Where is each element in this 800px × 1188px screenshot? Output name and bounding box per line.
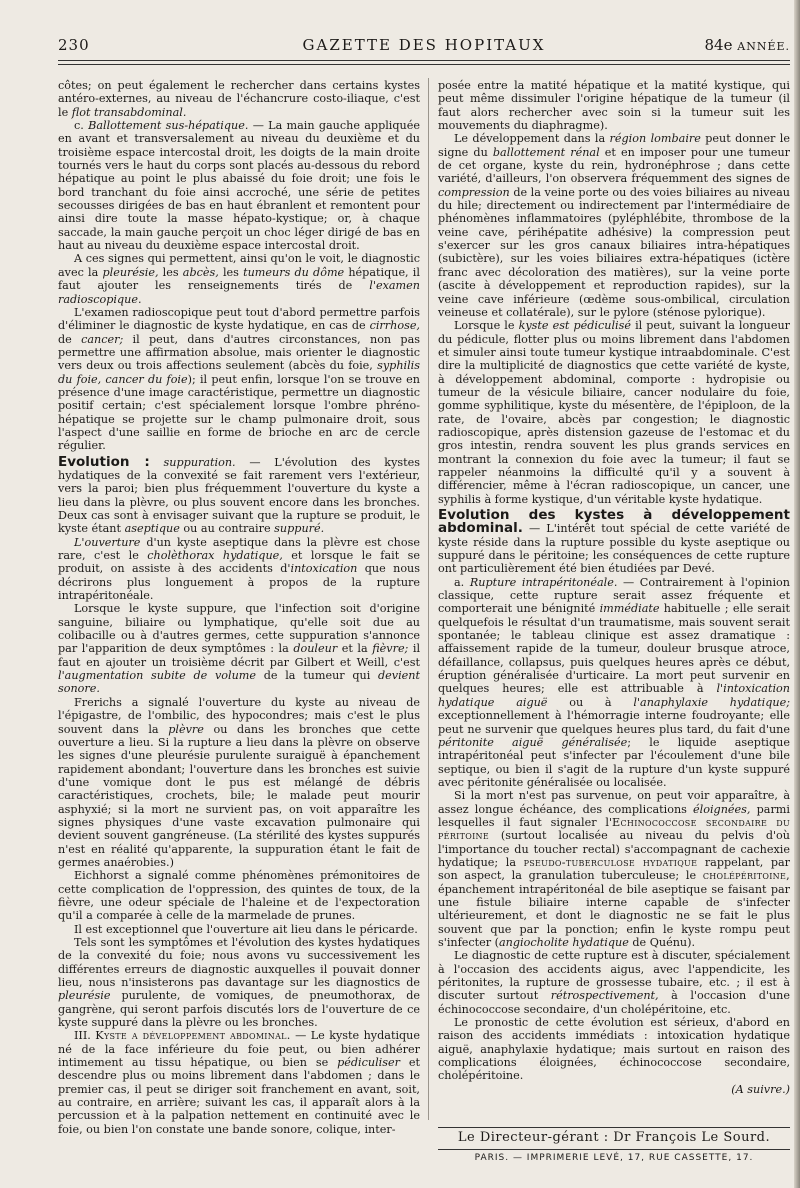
section-paragraph: Evolution : suppuration. — L'évolution des kystes hydatiques de la convexité se fait rarement vers l'extérieur, vers la paroi; bien plus fréquemment l'ouverture du kyste a lieu dans la plèvre, ou plus souvent encore dans les bronches. Deux cas sont à envisager suivant que la rupture se produit, le kyste étant aseptique ou au contraire suppuré. (58, 453, 420, 536)
section-paragraph: III. Kyste a développement abdominal. — Le kyste hydatique né de la face inférieure du foie peut, ou bien adhérer intimement au tissu hépatique, ou bien se pédiculiser et descendre plus ou moins librement dans l'abdomen ; dans le premier cas, il peut se diriger soit franchement en avant, soit, au contraire, en arrière; suivant les cas, il apparaît alors à la percussion et à la palpation nettement en continuité avec le foie, ou bien l'on constate une bande sonore, colique, inter- (58, 1029, 421, 1136)
section-paragraph: Evolution des kystes à développement abdominal. — L'intérêt tout spécial de cette variété de kyste réside dans la rupture possible du kyste aseptique ou suppuré dans le péritoine; les conséquences de cette rupture ont particulièrement été bien étudiées par Devé. (438, 507, 791, 576)
volume-number: 84e (704, 36, 733, 54)
paragraph: Frerichs a signalé l'ouverture du kyste au niveau de l'épigastre, de l'ombilic, des hypocondres; mais c'est le plus souvent dans la plèvre ou dans les bronches que cette ouverture a lieu. Si la rupture a lieu dans la plèvre on observe les signes d'une pleurésie purulente suraiguë à épanchement rapidement abondant; l'ouverture dans les bronches est suivie d'une vomique dont le pus est mélangé de débris caractéristiques, crochets, bile; le malade peut mourir asphyxié; si la mort ne survient pas, on voit apparaître les signes physiques d'une vaste excavation pulmonaire qui devient souvent gangréneuse. (La stérilité des kystes suppurés n'est en réalité qu'apparente, la suppuration étant le fait de germes anaérobies.) (58, 695, 421, 869)
header-rule (58, 60, 790, 65)
paragraph: Le développement dans la région lombaire peut donner le signe du ballottement rénal et en imposer pour une tumeur de cet organe, kyste du rein, hydronéphrose ; dans cette variété, d'ailleurs, l'on observera fréquemment des signes de compression de la veine porte ou des voies biliaires au niveau du hile; directement ou indirectement par l'intermédiaire de phénomènes inflammatoires (pyléphlébite, thrombose de la veine cave, périhépatite adhésive) la compression peut s'exercer sur les gros canaux biliaires intra-hépatiques (subictère), sur les voies biliaires extra-hépatiques (ictère franc avec décoloration des matières), sur la veine porte (ascite à développement et reproduction rapides), sur la veine cave inférieure (œdème sous-ombilical, circulation veineuse et collatérale), sur le pylore (sténose pylorique). (438, 132, 791, 319)
page-number: 230 (58, 36, 90, 54)
page-edge (794, 0, 800, 1188)
volume-label: ANNÉE. (737, 40, 790, 53)
left-column (58, 79, 420, 1136)
paragraph: Tels sont les symptômes et l'évolution des kystes hydatiques de la convexité du foie; nous avons vu successivement les différentes erreurs de diagnostic auxquelles il pouvait donner lieu, nous n'insisterons pas davantage sur les diagnostics de pleurésie purulente, de vomiques, de pneumothorax, de gangrène, qui seront parfois discutés lors de l'ouverture de ce kyste suppuré dans la plèvre ou les bronches. (58, 936, 420, 1030)
footer-rule-top (438, 1127, 790, 1128)
right-column (438, 79, 790, 1096)
paragraph: A ces signes qui permettent, ainsi qu'on le voit, le diagnostic avec la pleurésie, les abcès, les tumeurs du dôme hépatique, il faut ajouter les renseignements tirés de l'examen radioscopique. (58, 252, 420, 306)
to-be-continued: (A suivre.) (731, 1082, 790, 1096)
paragraph: c. Ballottement sus-hépatique. — La main gauche appliquée en avant et transversalement au niveau du deuxième et du troisième espace intercostal droit, les doigts de la main droite tournés vers le haut du corps sont placés au-dessous du rebord hépatique au point le plus abaissé du foie droit; une fois le bord tranchant du foie ainsi accroché, une série de petites secousses dirigées de bas en haut ébranlent et remontent pour ainsi dire toute la masse hépato-kystique; or, à chaque saccade, la main gauche perçoit un choc léger dirigé de bas en haut au niveau du deuxième espace intercostal droit. (58, 119, 420, 253)
volume-year (705, 36, 791, 54)
column-rule (428, 78, 429, 1120)
paragraph: a. Rupture intrapéritonéale. — Contrairement à l'opinion classique, cette rupture serait assez fréquente et comporterait une bénignité immédiate habituelle ; elle serait quelquefois le résultat d'un traumatisme, mais souvent serait spontanée; le tableau clinique est assez dramatique : affaissement rapide de la tumeur, douleur brusque atroce, défaillance, collapsus, puis quelques heures après ce début, éruption généralisée d'urticaire. La mort peut survenir en quelques heures; elle est attribuable à l'intoxication hydatique aiguë ou à l'anaphylaxie hydatique; exceptionnellement à l'hémorragie interne foudroyante; elle peut ne survenir que quelques heures plus tard, du fait d'une péritonite aiguë généralisée; le liquide aseptique intrapéritonéal peut s'infecter par l'écoulement d'une bile septique, ou bien il s'agit de la rupture d'un kyste suppuré avec péritonite généralisée ou localisée. (438, 575, 790, 789)
paragraph: posée entre la matité hépatique et la matité kystique, qui peut même dissimuler l'origine hépatique de la tumeur (il faut alors rechercher avec soin si la tumeur suit les mouvements du diaphragme). (438, 79, 790, 133)
footer-rule-bottom (438, 1149, 790, 1150)
printer-credit: PARIS. — IMPRIMERIE LEVÉ, 17, RUE CASSETTE, 17. (474, 1153, 754, 1163)
section-heading: Evolution des kystes à développement abdominal. (438, 507, 790, 537)
running-title: GAZETTE DES HOPITAUX (302, 36, 546, 54)
paragraph: Il est exceptionnel que l'ouverture ait lieu dans le péricarde. (74, 922, 418, 936)
director-credit: Le Directeur-gérant : Dr François Le Sourd. (457, 1130, 771, 1145)
paragraph: Le diagnostic de cette rupture est à discuter, spécialement à l'occasion des accidents aigus, avec l'appendicite, les péritonites, la rupture de grossesse tubaire, etc. ; il est à discuter surtout rétrospectivement, à l'occasion d'une échinococcose secondaire, d'un cholépéritoine, etc. (438, 949, 790, 1016)
paragraph: Si la mort n'est pas survenue, on peut voir apparaître, à assez longue échéance, des complications éloignées, parmi lesquelles il faut signaler l'Echinococcose secondaire du péritoine (surtout localisée au niveau du pelvis d'où l'importance du toucher rectal) s'accompagnant de cachexie hydatique; la pseudo-tuberculose hydatique rappelant, par son aspect, la granulation tuberculeuse; le cholépéritoine, épanchement intrapéritonéal de bile aseptique se faisant par une fistule biliaire interne capable de s'infecter ultérieurement, et dont le diagnostic ne se fait le plus souvent que par la ponction; enfin le kyste rompu peut s'infecter (angiocholite hydatique de Quénu). (438, 789, 791, 949)
paragraph: Lorsque le kyste est pédiculisé il peut, suivant la longueur du pédicule, flotter plus ou moins librement dans l'abdomen et simuler ainsi toute tumeur kystique intraabdominale. C'est dire la multiplicité de diagnostics que cette variété de kyste, à développement abdominal, comporte : hydropisie ou tumeur de la vésicule biliaire, cancer nodulaire du foie, gomme syphilitique, kyste du mésentère, de l'épiploon, de la rate, de l'ovaire, abcès par congestion; le diagnostic radioscopique, après distension gazeuse de l'estomac et du gros intestin, rendra souvent les plus grands services en montrant la connexion du foie avec la tumeur; il faut se rappeler néanmoins la difficulté qu'il y a souvent à différencier, même à l'écran radioscopique, un cancer, une syphilis à forme kystique, d'un véritable kyste hydatique. (438, 319, 790, 506)
paragraph: côtes; on peut également le rechercher dans certains kystes antéro-externes, au niveau de l'échancrure costo-iliaque, c'est le flot transabdominal. (58, 79, 420, 119)
section-heading: Evolution : (58, 453, 150, 470)
paragraph: L'examen radioscopique peut tout d'abord permettre parfois d'éliminer le diagnostic de kyste hydatique, en cas de cirrhose, de cancer; il peut, dans d'autres circonstances, non pas permettre une affirmation absolue, mais orienter le diagnostic vers deux ou trois affections seulement (abcès du foie, syphilis du foie, cancer du foie); il peut enfin, lorsque l'on se trouve en présence d'une image caractéristique, permettre un diagnostic positif certain; c'est spécialement lorsque l'ombre phréno-hépatique se projette sur le champ pulmonaire droit, sous l'aspect d'une saillie en forme de brioche en arc de cercle régulier. (58, 305, 420, 453)
paragraph: Lorsque le kyste suppure, que l'infection soit d'origine sanguine, biliaire ou lymphatique, qu'elle soit due au colibacille ou à d'autres germes, cette suppuration s'annonce par l'apparition de deux symptômes : la douleur et la fièvre; il faut en ajouter un troisième décrit par Gilbert et Weill, c'est l'augmentation subite de volume de la tumeur qui devient sonore. (58, 602, 421, 696)
paragraph: L'ouverture d'un kyste aseptique dans la plèvre est chose rare, c'est le cholèthorax hydatique, et lorsque le fait se produit, on assiste à des accidents d'intoxication que nous décrirons plus longuement à propos de la rupture intrapéritonéale. (58, 535, 421, 603)
page-header (58, 36, 790, 60)
paragraph: Eichhorst a signalé comme phénomènes prémonitoires de cette complication de l'oppression, des quintes de toux, de la fièvre, une odeur spéciale de l'haleine et de l'expectoration qu'il a comparée à celle de la marmelade de prunes. (58, 869, 420, 923)
paragraph: Le pronostic de cette évolution est sérieux, d'abord en raison des accidents immédiats : intoxication hydatique aiguë, anaphylaxie hydatique; mais surtout en raison des complications éloignées, échinococcose secondaire, cholépéritoine. (438, 1016, 790, 1083)
section-heading: Kyste a développement abdominal. (95, 1029, 291, 1043)
